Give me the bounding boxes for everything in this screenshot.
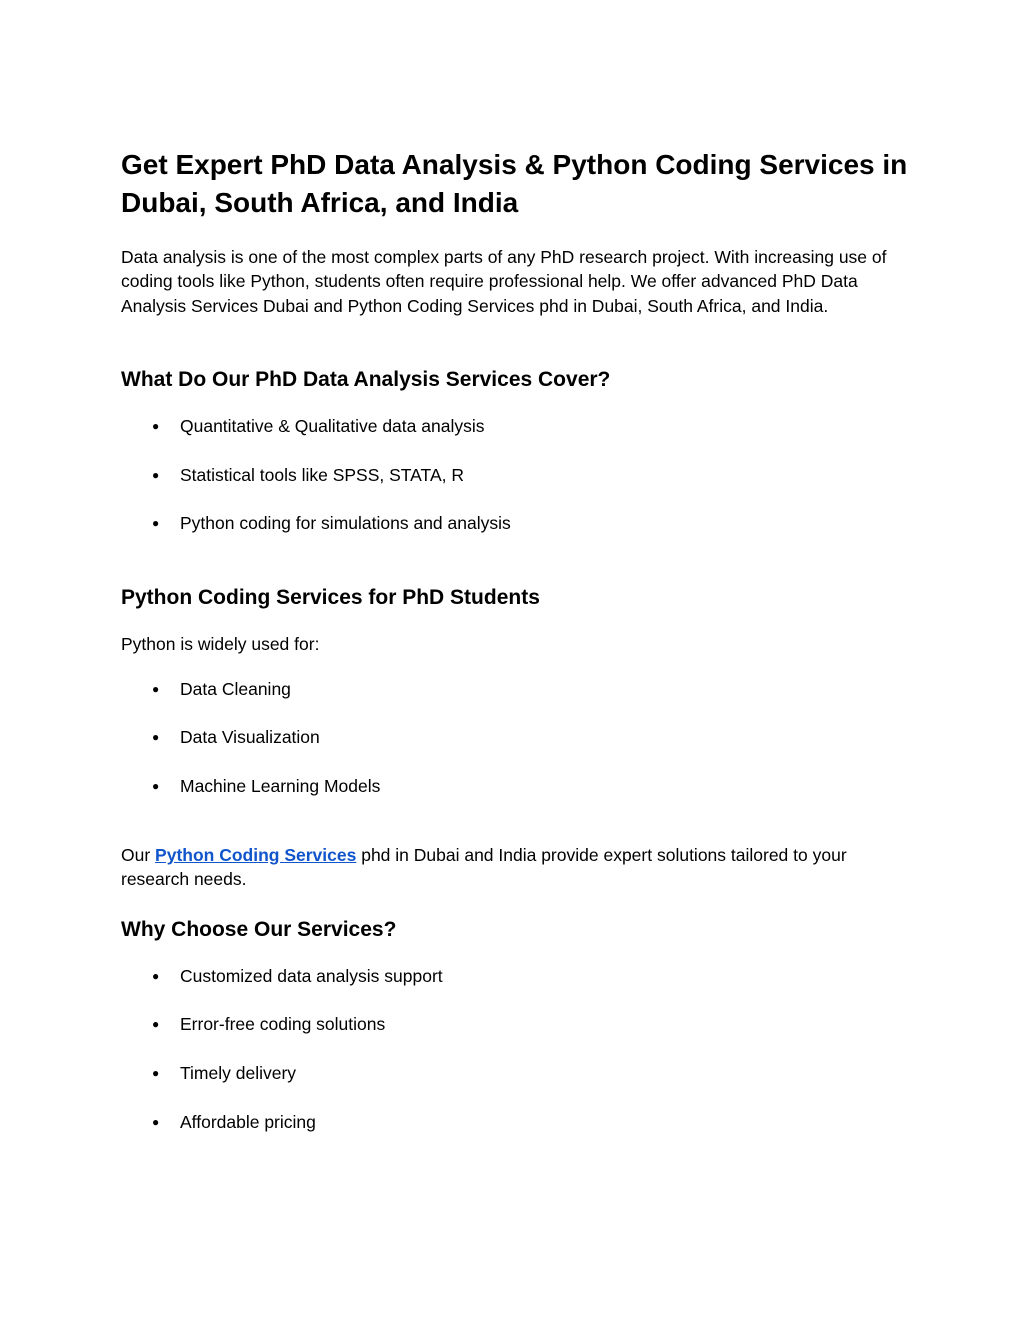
bullet-icon: ●	[152, 468, 160, 482]
bullet-icon: ●	[152, 1017, 160, 1031]
list-item-text: Statistical tools like SPSS, STATA, R	[180, 465, 464, 485]
bullet-icon: ●	[152, 516, 160, 530]
python-coding-services-link[interactable]: Python Coding Services	[155, 845, 357, 865]
closing-prefix: Our	[121, 845, 156, 865]
closing-paragraph	[121, 843, 911, 892]
page-title: Get Expert PhD Data Analysis & Python Coding Services in Dubai, South Africa, and India	[121, 149, 908, 218]
closing-suffix: phd in Dubai and India provide expert solutions tailored to your research needs.	[121, 845, 847, 890]
bullet-icon: ●	[152, 730, 160, 744]
list-item-text: Python coding for simulations and analysis	[180, 513, 511, 533]
intro-paragraph: Data analysis is one of the most complex parts of any PhD research project. With increasing use of coding tools like Python, students often require professional help. We offer advanced PhD Data Analysis Services Dubai and Python Coding Services phd in Dubai, South Africa, and India.	[121, 247, 887, 316]
list-item-text: Machine Learning Models	[180, 776, 381, 796]
list-item-text: Error-free coding solutions	[180, 1014, 386, 1034]
bullet-icon: ●	[152, 1115, 160, 1129]
python-lead-text: Python is widely used for:	[121, 634, 320, 654]
list-item-text: Affordable pricing	[180, 1112, 316, 1132]
list-item-text: Data Cleaning	[180, 679, 291, 699]
bullet-icon: ●	[152, 969, 160, 983]
list-item-text: Customized data analysis support	[180, 966, 443, 986]
bullet-icon: ●	[152, 1066, 160, 1080]
list-item-text: Quantitative & Qualitative data analysis	[180, 416, 485, 436]
list-item-text: Timely delivery	[180, 1063, 297, 1083]
section-heading-why-choose: Why Choose Our Services?	[121, 918, 397, 941]
section-heading-services-cover: What Do Our PhD Data Analysis Services Cover?	[121, 368, 611, 391]
bullet-icon: ●	[152, 779, 160, 793]
bullet-icon: ●	[152, 419, 160, 433]
list-item-text: Data Visualization	[180, 727, 320, 747]
section-heading-python-coding: Python Coding Services for PhD Students	[121, 586, 540, 609]
bullet-icon: ●	[152, 682, 160, 696]
